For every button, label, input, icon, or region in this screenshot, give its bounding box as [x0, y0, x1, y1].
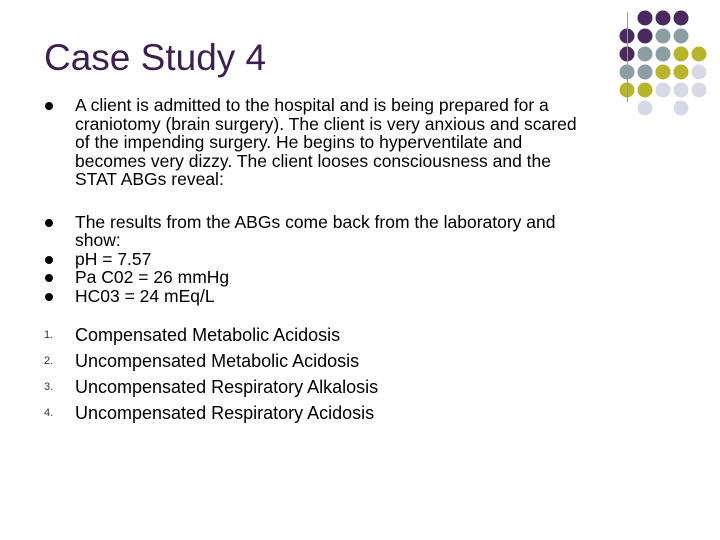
option-label: Compensated Metabolic Acidosis: [75, 325, 341, 345]
option-label: Uncompensated Respiratory Alkalosis: [75, 377, 379, 397]
scenario-bullet: [44, 96, 712, 189]
decorative-divider-line: [627, 12, 628, 102]
decorative-dot: [656, 47, 671, 62]
decorative-dot: [674, 65, 689, 80]
decorative-dot: [656, 29, 671, 44]
bullet-marker: [44, 268, 66, 282]
bullet-dot-icon: [45, 256, 53, 264]
lab-value-bullet-paco2: [44, 268, 712, 287]
scenario-line: of the impending surgery. He begins to hyperventilate and: [75, 132, 523, 152]
option-label: Uncompensated Metabolic Acidosis: [75, 351, 360, 371]
decorative-dot: [674, 29, 689, 44]
option-number: 2.: [44, 355, 54, 367]
results-intro-line: show:: [75, 230, 121, 250]
scenario-line: STAT ABGs reveal:: [75, 169, 224, 189]
decorative-dot: [674, 47, 689, 62]
answer-options: [44, 322, 712, 426]
bullet-marker: [44, 287, 66, 301]
decorative-dot: [656, 65, 671, 80]
slide-body: [44, 96, 712, 426]
option-number: 4.: [44, 407, 54, 419]
answer-option: [44, 348, 712, 374]
bullet-marker: [44, 96, 66, 110]
option-number: 3.: [44, 381, 54, 393]
option-label: Uncompensated Respiratory Acidosis: [75, 403, 375, 423]
decorative-dot: [638, 47, 653, 62]
decorative-dot: [692, 47, 707, 62]
lab-value: Pa C02 = 26 mmHg: [75, 267, 230, 287]
answer-option: [44, 374, 712, 400]
lab-value-bullet-hco3: [44, 287, 712, 306]
bullet-dot-icon: [45, 219, 53, 227]
slide-title: Case Study 4: [44, 37, 267, 78]
answer-option: [44, 322, 712, 348]
decorative-dot: [674, 11, 689, 26]
lab-value-bullet-ph: [44, 250, 712, 269]
results-intro-line: The results from the ABGs come back from the laboratory and: [75, 211, 556, 232]
decorative-dot: [656, 11, 671, 26]
decorative-dot: [638, 11, 653, 26]
lab-value: pH = 7.57: [75, 248, 152, 269]
bullet-dot-icon: [45, 102, 53, 110]
decorative-dot: [692, 65, 707, 80]
lab-value: HC03 = 24 mEq/L: [75, 285, 215, 306]
results-bullet: [44, 213, 712, 250]
scenario-line: A client is admitted to the hospital and is being prepared for a: [75, 95, 549, 115]
bullet-dot-icon: [45, 274, 53, 282]
scenario-line: becomes very dizzy. The client looses consciousness and the: [75, 150, 551, 171]
bullet-marker: [44, 250, 66, 264]
decorative-dot: [638, 29, 653, 44]
option-number: 1.: [44, 329, 54, 341]
decorative-dot: [638, 65, 653, 80]
bullet-dot-icon: [45, 293, 53, 301]
answer-option: [44, 400, 712, 426]
bullet-marker: [44, 213, 66, 227]
scenario-line: craniotomy (brain surgery). The client is very anxious and scared: [75, 113, 577, 134]
